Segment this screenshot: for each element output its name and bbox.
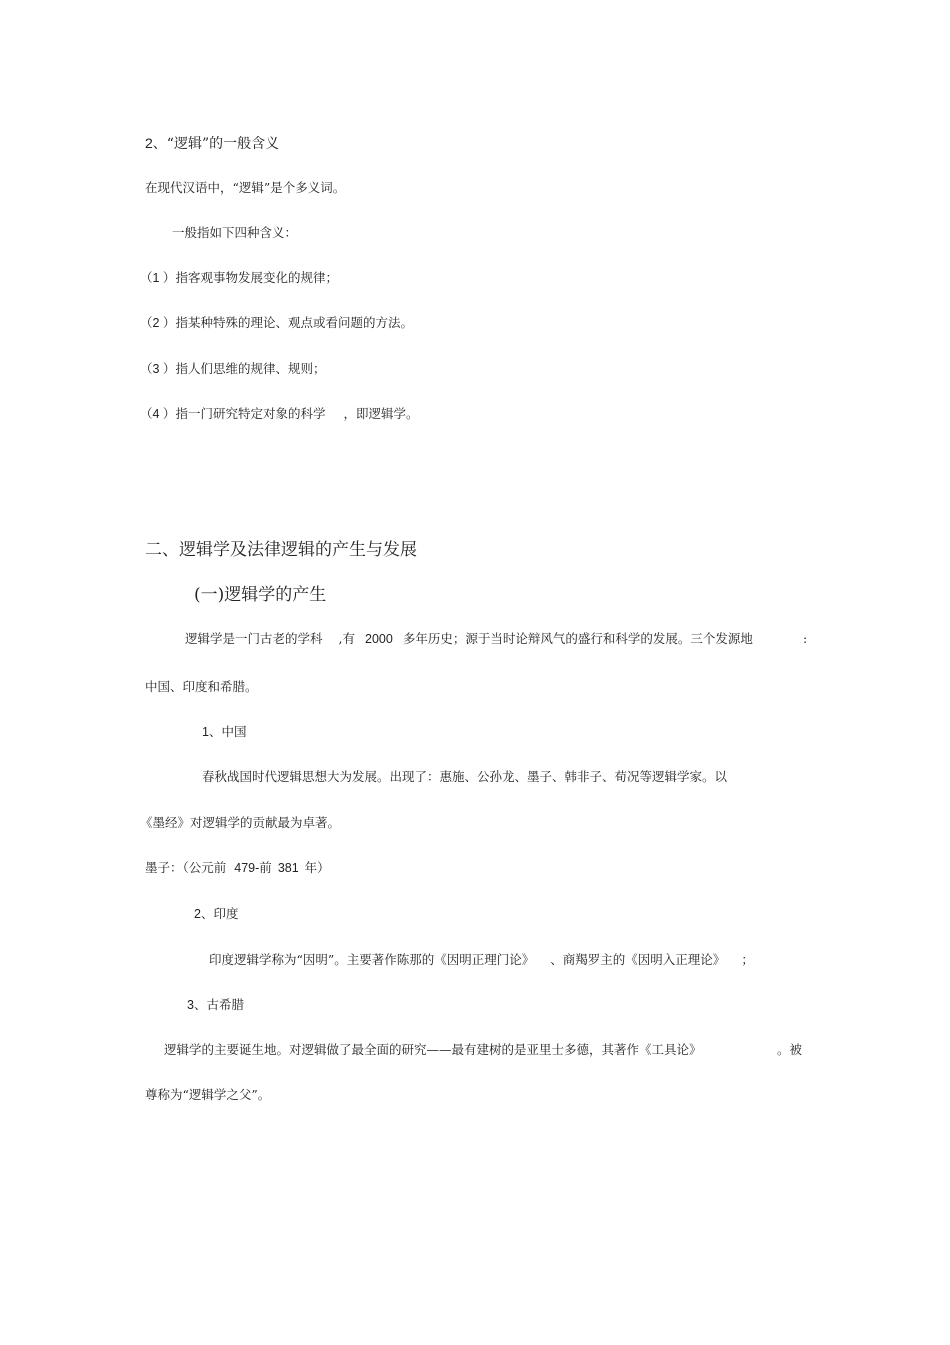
- list-item: [140, 406, 418, 422]
- mozi-dates-suffix: 年）: [304, 860, 330, 875]
- greece-paragraph-2: 尊称为“逻辑学之父”。: [145, 1087, 271, 1102]
- india-text-3: ；: [741, 952, 754, 967]
- list-item: [140, 315, 413, 331]
- origin-years: 2000: [365, 632, 393, 646]
- greece-heading: [187, 997, 244, 1013]
- list-item-number: （1 ）: [140, 271, 176, 285]
- chapter-title: 二、逻辑学及法律逻辑的产生与发展: [145, 540, 417, 560]
- mozi-birth-year: 479-: [234, 861, 260, 875]
- china-paragraph-2: 《墨经》对逻辑学的贡献最为卓著。: [140, 815, 341, 830]
- india-heading-text: 、印度: [200, 906, 239, 921]
- greece-heading-text: 、古希腊: [193, 997, 244, 1012]
- subsection-title: (一)逻辑学的产生: [194, 585, 327, 605]
- intro-line-2: 一般指如下四种含义：: [172, 225, 298, 240]
- mozi-dates-prefix: 墨子：（公元前: [145, 860, 227, 875]
- list-item-text: 指客观事物发展变化的规律；: [175, 270, 338, 285]
- origin-text-2: ,有: [338, 631, 355, 646]
- origin-paragraph: [185, 631, 753, 647]
- list-item-text: 指一门研究特定对象的科学: [175, 406, 326, 421]
- origin-text-1: 逻辑学是一门古老的学科: [185, 631, 323, 646]
- origin-line-2: 中国、印度和希腊。: [145, 679, 258, 694]
- list-item-tail: ，即逻辑学。: [343, 406, 419, 421]
- china-heading-number: 1: [202, 725, 209, 739]
- intro-line-1: 在现代汉语中，“逻辑”是个多义词。: [145, 180, 346, 195]
- list-item-text: 指某种特殊的理论、观点或看问题的方法。: [175, 315, 413, 330]
- list-item-number: （4 ）: [140, 407, 176, 421]
- greece-paragraph-1-tail: 。被: [777, 1042, 803, 1057]
- section-heading: [145, 135, 279, 152]
- origin-colon: :: [803, 631, 808, 646]
- china-heading: [202, 724, 246, 740]
- china-heading-text: 、中国: [208, 724, 247, 739]
- china-paragraph-1: 春秋战国时代逻辑思想大为发展。出现了：惠施、公孙龙、墨子、韩非子、荀况等逻辑学家。以: [202, 769, 728, 784]
- greece-text-1: 逻辑学的主要诞生地。对逻辑做了最全面的研究——最有建树的是亚里士多德，其著作《工具论》: [164, 1042, 702, 1057]
- india-text-1: 印度逻辑学称为“因明”。主要著作陈那的《因明正理门论》: [209, 952, 535, 967]
- greece-heading-number: 3: [187, 998, 194, 1012]
- mozi-dates: [145, 860, 330, 876]
- origin-text-3: 多年历史；源于当时论辩风气的盛行和科学的发展。三个发源地: [402, 631, 753, 646]
- list-item: [140, 361, 325, 377]
- mozi-dates-before: 前: [259, 860, 272, 875]
- list-item-text: 指人们思维的规律、规则；: [175, 361, 326, 376]
- india-text-2: 、商羯罗主的《因明入正理论》: [550, 952, 726, 967]
- section-heading-number: 2: [145, 135, 153, 151]
- greece-paragraph-1: [164, 1042, 702, 1058]
- list-item-number: （2 ）: [140, 316, 176, 330]
- section-heading-text: 、“逻辑”的一般含义: [152, 136, 280, 152]
- india-heading: [194, 906, 238, 922]
- list-item: [140, 270, 338, 286]
- list-item-number: （3 ）: [140, 362, 176, 376]
- mozi-death-year: 381: [277, 861, 299, 875]
- india-heading-number: 2: [194, 907, 201, 921]
- india-paragraph: [209, 952, 754, 968]
